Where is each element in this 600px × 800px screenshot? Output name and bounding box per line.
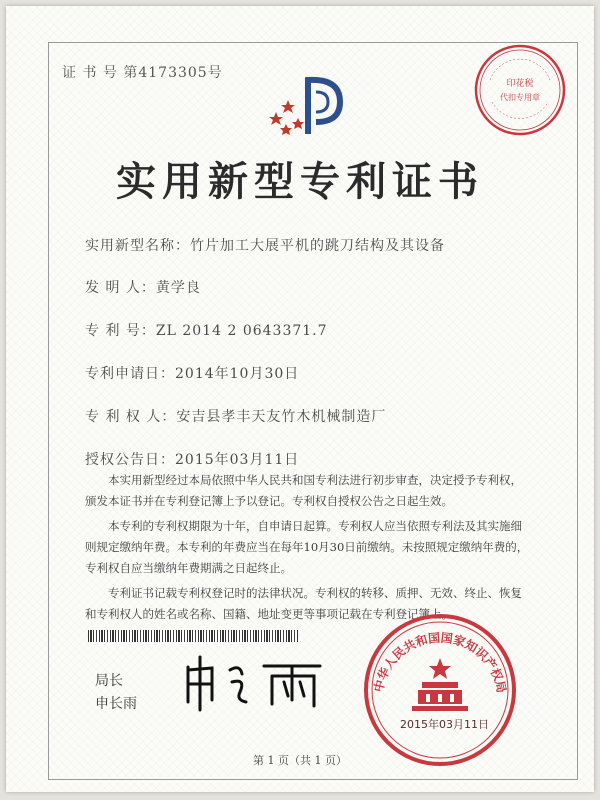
body-paragraph: 本专利的专利权期限为十年，自申请日起算。专利权人应当依照专利法及其实施细则规定缴纳年费。本专利的年费应当在每年10月30日前缴纳。未按照规定缴纳年费的，专利权自应当缴纳年费期满之日起终止。 [85,519,529,575]
director-name: 申长雨 [95,696,137,712]
field-patent-number [85,320,328,340]
field-value: 2014年10月30日 [175,366,300,382]
barcode [88,630,298,642]
certificate-title: 实用新型专利证书 [116,158,484,205]
small-seal [470,40,570,140]
field-label: 授权公告日： [85,452,175,468]
field-value: 2015年03月11日 [175,452,300,468]
director-title: 局长 [95,673,123,689]
svg-text:中华人民共和国国家知识产权局: 中华人民共和国国家知识产权局 [371,630,509,695]
field-grant-date [85,449,299,469]
field-application-date [85,363,299,383]
field-value: 安吉县孝丰天友竹木机械制造厂 [176,409,387,425]
field-label: 专 利 权 人： [85,409,177,425]
field-label: 实用新型名称： [85,238,190,254]
seal-date: 2015年03月11日 [400,718,489,731]
patent-office-logo [258,72,358,142]
field-value: ZL 2014 2 0643371.7 [155,323,328,339]
field-label: 专利申请日： [85,366,175,382]
body-paragraph: 专利证书记载专利权登记时的法律状况。专利权的转移、质押、无效、终止、恢复和专利权人的姓名或名称、国籍、地址变更等事项记载在专利登记簿上。 [85,586,522,621]
director-signature [180,652,330,712]
certificate-number: 证 书 号 第4173305号 [62,65,223,81]
field-value: 黄学良 [155,280,201,296]
field-utility-model-name [85,235,445,255]
svg-text:代扣专用章: 代扣专用章 [500,93,540,102]
page-number: 第 1 页（共 1 页） [253,754,347,767]
certificate-body [85,470,533,629]
field-inventor [85,277,201,297]
svg-text:印花税: 印花税 [506,79,534,89]
field-label: 专 利 号： [85,323,156,339]
field-patentee [85,406,386,426]
field-label: 发 明 人： [85,280,156,296]
national-ip-office-seal [360,610,520,770]
body-paragraph: 本实用新型经过本局依照中华人民共和国专利法进行初步审查，决定授予专利权，颁发本证书并在专利登记簿上予以登记。专利权自授权公告之日起生效。 [85,473,522,508]
field-value: 竹片加工大展平机的跳刀结构及其设备 [190,238,445,254]
